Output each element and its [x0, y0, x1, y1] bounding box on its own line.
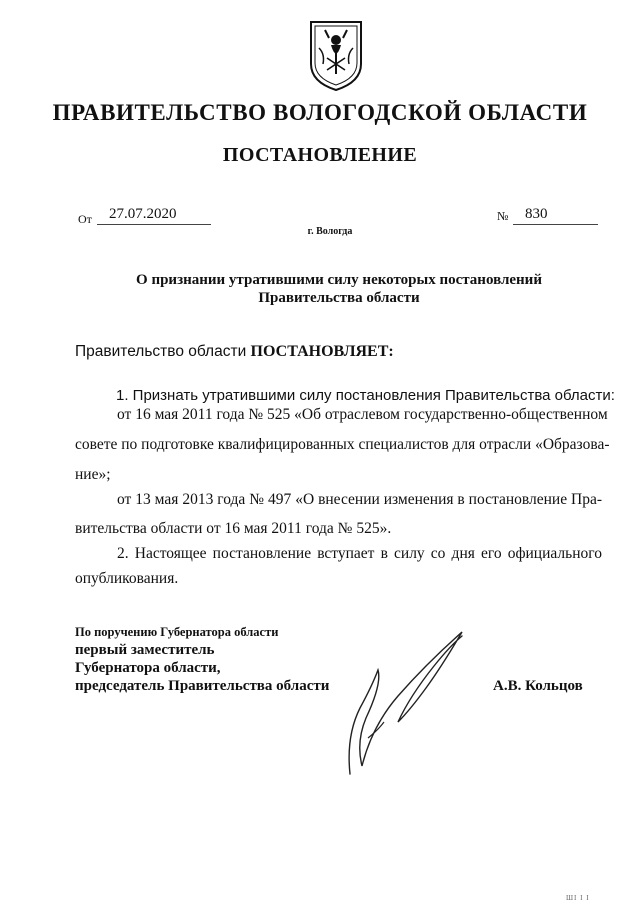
- city: г. Вологда: [307, 226, 353, 237]
- number-prefix: №: [497, 209, 509, 223]
- signer-position-2: Губернатора области,: [75, 660, 221, 676]
- document-type: ПОСТАНОВЛЕНИЕ: [222, 144, 418, 166]
- organization-title: ПРАВИТЕЛЬСТВО ВОЛОГОДСКОЙ ОБЛАСТИ: [52, 100, 588, 125]
- coat-of-arms-icon: [305, 18, 367, 92]
- footer-mark: ШI I I: [566, 894, 590, 902]
- signer-name: А.В. Кольцов: [493, 678, 583, 694]
- body-line: 1. Признать утратившими силу постановления Правительства области:: [116, 387, 615, 404]
- subject-line-2: Правительства области: [258, 290, 420, 306]
- body-line: от 16 мая 2011 года № 525 «Об отраслевом государственно-общественном: [117, 406, 608, 423]
- body-line: опубликования.: [75, 570, 179, 587]
- subject-line-1: О признании утратившими силу некоторых постановлений: [136, 272, 542, 288]
- signer-position-3: председатель Правительства области: [75, 678, 330, 694]
- document-date: 27.07.2020: [97, 206, 211, 225]
- body-line: вительства области от 16 мая 2011 года № 525».: [75, 520, 392, 537]
- document-number: 830: [513, 206, 598, 225]
- signer-position-1: первый заместитель: [75, 642, 215, 658]
- body-line: 2. Настоящее постановление вступает в силу со дня его официального: [117, 545, 602, 562]
- signature-icon: [338, 626, 470, 776]
- signature-authority: По поручению Губернатора области: [75, 625, 279, 639]
- body-line: совете по подготовке квалифицированных специалистов для отрасли «Образова-: [75, 436, 610, 453]
- date-prefix: От: [78, 212, 92, 226]
- body-line: ние»;: [75, 466, 111, 483]
- preamble-text: Правительство области: [75, 343, 251, 360]
- preamble-decree: ПОСТАНОВЛЯЕТ:: [250, 343, 394, 360]
- body-line: от 13 мая 2013 года № 497 «О внесении изменения в постановление Пра-: [117, 491, 602, 508]
- preamble: [75, 343, 394, 361]
